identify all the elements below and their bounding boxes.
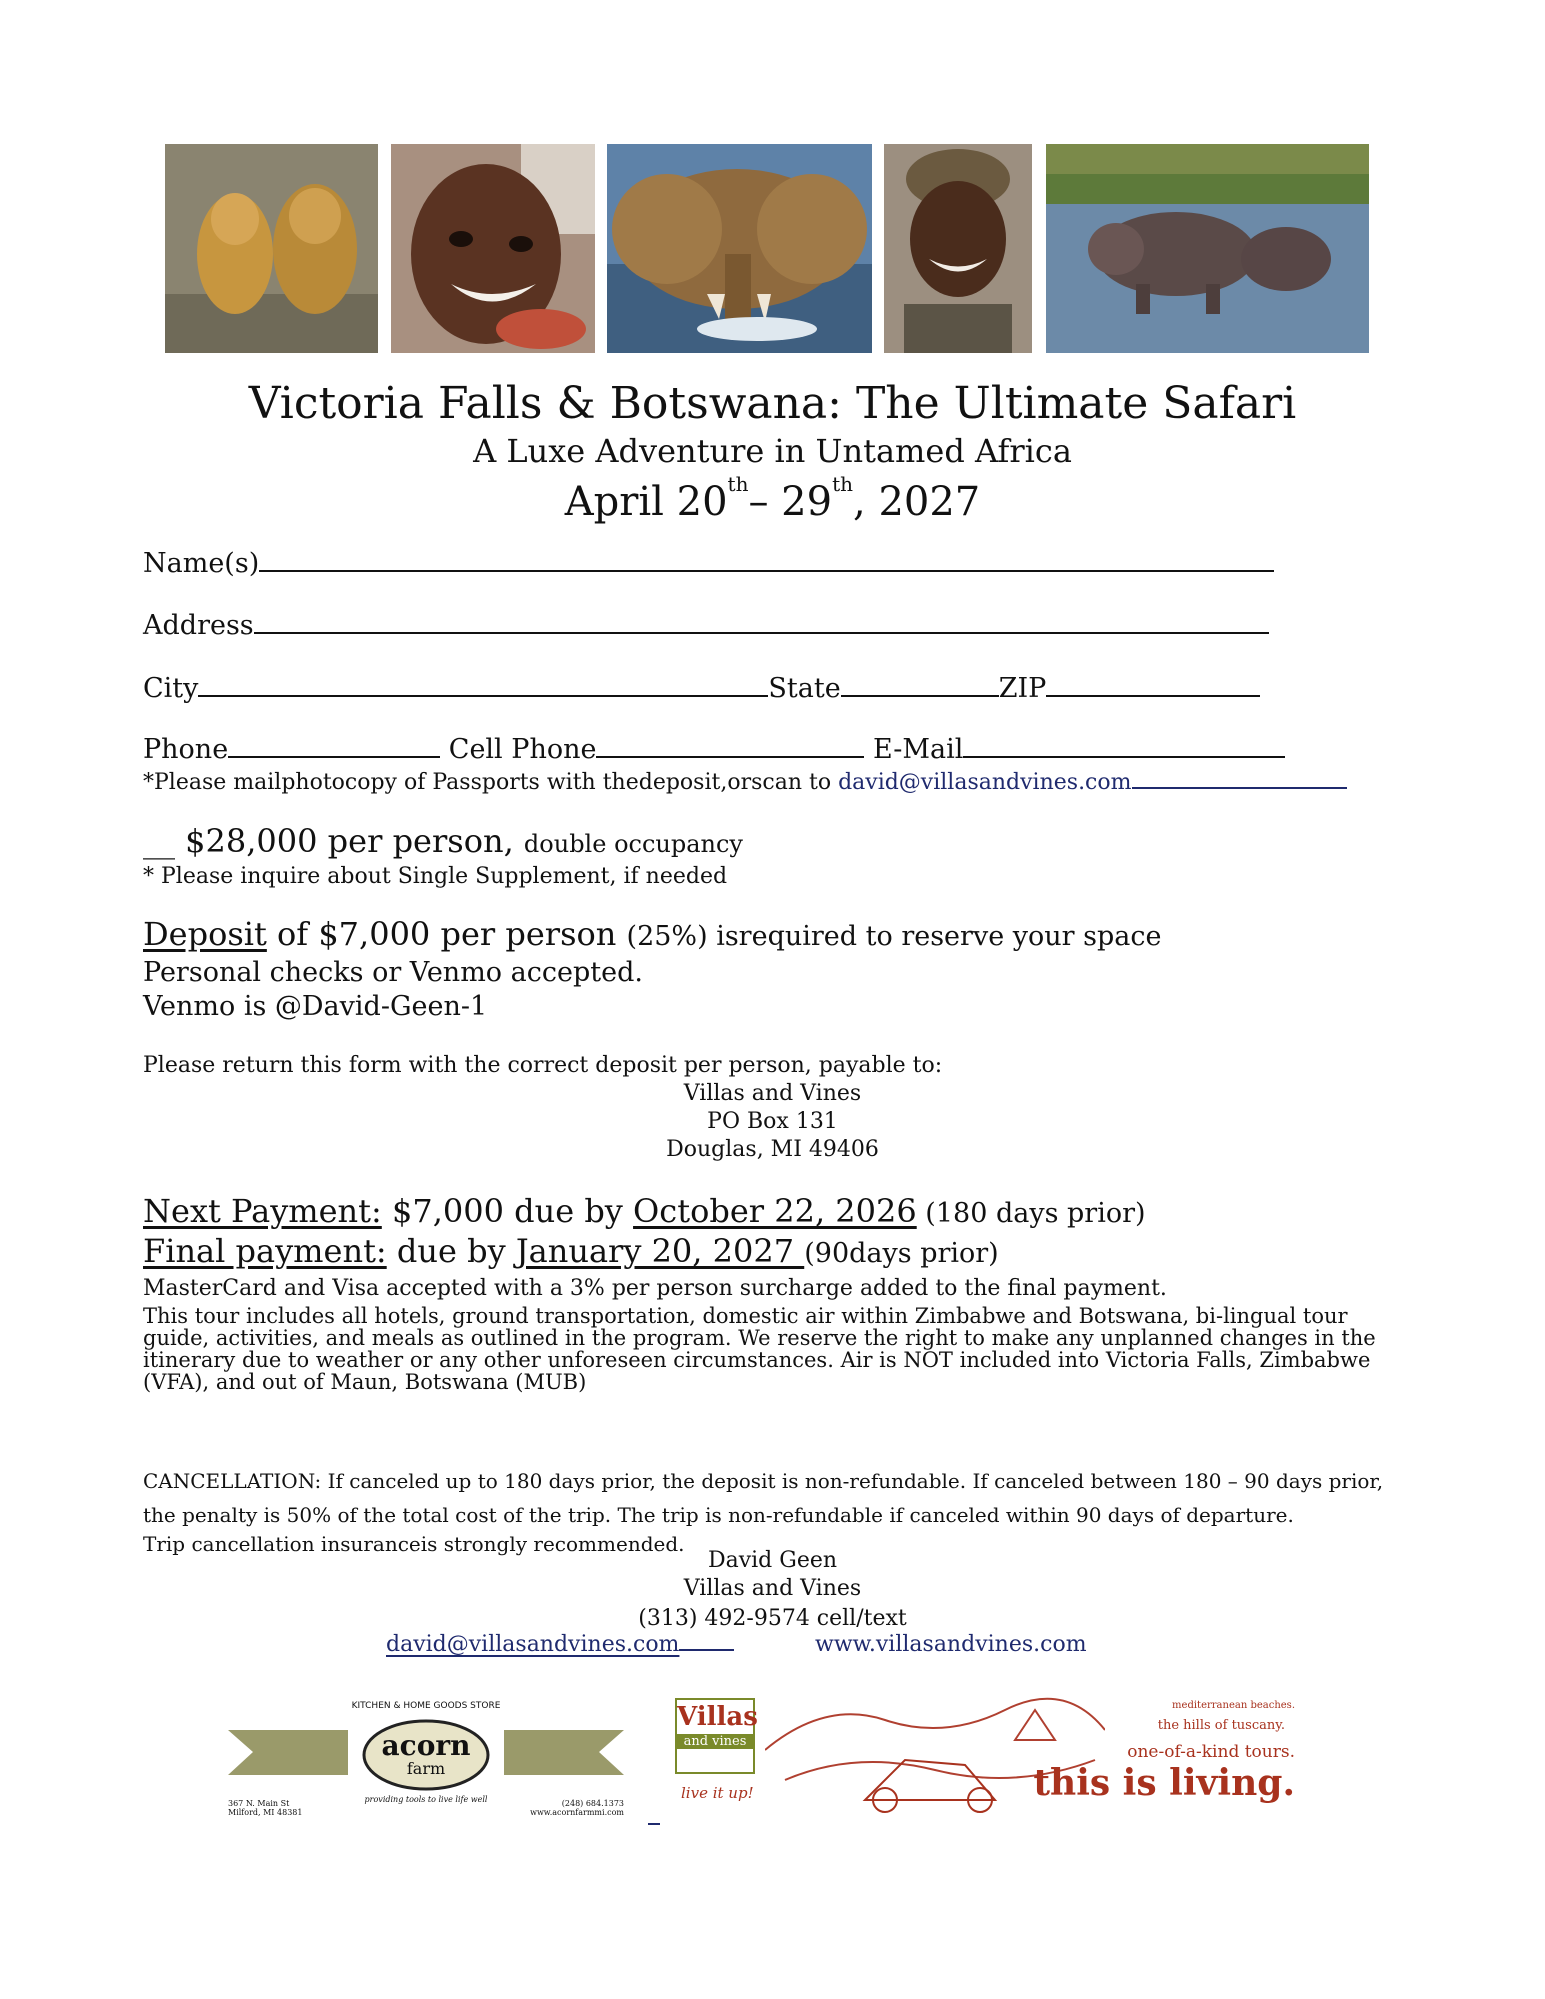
tour-includes: This tour includes all hotels, ground transportation, domestic air within Zimbabwe and Botswana, bi-lingual tour guide, activities, and meals as outlined in the program. We reserve the right to make any unplanned changes in the itinerary due to weather or any other unforeseen circumstances. Air is NOT included into Victoria Falls, Zimbabwe (VFA), and out of Maun, Botswana (MUB) <box>143 1304 1376 1394</box>
payee-name: Villas and Vines <box>683 1081 862 1106</box>
final-payment-label: Final payment: <box>143 1232 387 1270</box>
single-supplement-note: * Please inquire about Single Supplement, if needed <box>143 864 728 889</box>
zip-input[interactable] <box>1046 673 1260 697</box>
return-instruction: Please return this form with the correct deposit per person, payable to: <box>143 1053 943 1078</box>
payee-city: Douglas, MI 49406 <box>666 1137 879 1162</box>
name-field <box>143 548 1274 579</box>
city-label: City <box>143 673 199 704</box>
name-input[interactable] <box>259 548 1274 572</box>
villas-tag-2: the hills of tuscany. <box>1157 1718 1285 1733</box>
address-field <box>143 610 1269 641</box>
acorn-name: acorn <box>381 1729 471 1762</box>
zip-label: ZIP <box>998 673 1047 704</box>
acorn-farm: farm <box>406 1759 446 1778</box>
page-subtitle: A Luxe Adventure in Untamed Africa <box>473 432 1072 470</box>
contact-email-underline <box>679 1635 734 1651</box>
page-title: Victoria Falls & Botswana: The Ultimate Safari <box>248 378 1297 429</box>
passport-underline <box>1132 773 1347 789</box>
deposit-line: Deposit of $7,000 per person (25%) isrequired to reserve your space <box>143 915 1162 953</box>
villas-and-vines-logo <box>675 1690 1325 1815</box>
state-input[interactable] <box>841 673 999 697</box>
payment-methods: Personal checks or Venmo accepted. <box>143 957 643 988</box>
next-payment-label: Next Payment: <box>143 1192 382 1230</box>
contact-name: David Geen <box>707 1548 838 1573</box>
villas-badge: Villas and vines <box>675 1698 755 1774</box>
city-state-zip-row <box>143 673 1260 704</box>
final-payment-line: Final payment: due by January 20, 2027 (90days prior) <box>143 1232 999 1270</box>
address-label: Address <box>143 610 254 641</box>
deposit-label: Deposit <box>143 915 267 953</box>
acorn-address: 367 N. Main St Milford, MI 48381 <box>228 1799 303 1817</box>
phone-email-row <box>143 734 1285 765</box>
cancellation-line-1: CANCELLATION: If canceled up to 180 days prior, the deposit is non-refundable. If canceled between 180 – 90 days prior, <box>143 1469 1384 1493</box>
email-label: E-Mail <box>873 734 964 765</box>
hippos-photo <box>1046 144 1369 353</box>
website-link[interactable]: www.villasandvines.com <box>815 1632 1087 1657</box>
occupancy: double occupancy <box>523 830 743 858</box>
phone-label: Phone <box>143 734 229 765</box>
trip-dates: April 20th– 29th, 2027 <box>564 472 981 525</box>
cancellation-line-3: Trip cancellation insuranceis strongly recommended. <box>143 1532 685 1556</box>
card-surcharge-note: MasterCard and Visa accepted with a 3% per person surcharge added to the final payment. <box>143 1276 1167 1301</box>
passport-note: *Please mailphotocopy of Passports with thedeposit,orscan to david@villasandvines.com <box>143 770 1347 795</box>
phone-input[interactable] <box>228 734 440 758</box>
villas-tag-1: mediterranean beaches. <box>1172 1700 1295 1711</box>
email-input[interactable] <box>963 734 1285 758</box>
contact-email-wrap <box>386 1632 734 1657</box>
contact-phone: (313) 492-9574 cell/text <box>638 1606 907 1631</box>
child-photo <box>391 144 595 353</box>
payee-pobox: PO Box 131 <box>707 1109 838 1134</box>
price-line <box>143 822 743 860</box>
passport-email-link[interactable]: david@villasandvines.com <box>838 770 1132 795</box>
contact-company: Villas and Vines <box>683 1576 862 1601</box>
elephant-photo <box>607 144 872 353</box>
villas-slogan: live it up! <box>681 1784 754 1802</box>
man-photo <box>884 144 1032 353</box>
next-payment-line: Next Payment: $7,000 due by October 22, 2026 (180 days prior) <box>143 1192 1146 1230</box>
price-checkbox-blank[interactable]: __ <box>143 822 175 860</box>
acorn-contact: (248) 684.1373 www.acornfarmmi.com <box>530 1799 624 1817</box>
cancellation-line-2: the penalty is 50% of the total cost of the trip. The trip is non-refundable if canceled within 90 days of departure. <box>143 1503 1294 1527</box>
city-input[interactable] <box>198 673 768 697</box>
villas-tag-4: this is living. <box>1033 1762 1295 1804</box>
acorn-arc-text: KITCHEN & HOME GOODS STORE <box>351 1701 501 1711</box>
acorn-farm-logo <box>228 1695 624 1827</box>
stray-underline <box>648 1823 660 1825</box>
villas-tag-3: one-of-a-kind tours. <box>1127 1742 1295 1762</box>
name-label: Name(s) <box>143 548 260 579</box>
next-payment-date: October 22, 2026 <box>633 1192 917 1230</box>
venmo-handle: Venmo is @David-Geen-1 <box>143 991 488 1022</box>
contact-email-link[interactable]: david@villasandvines.com <box>386 1632 680 1657</box>
cell-phone-label: Cell Phone <box>448 734 597 765</box>
state-label: State <box>768 673 841 704</box>
acorn-tagline: providing tools to live life well <box>364 1795 488 1804</box>
address-input[interactable] <box>254 610 1269 634</box>
lions-photo <box>165 144 378 353</box>
cell-phone-input[interactable] <box>596 734 864 758</box>
final-payment-date: January 20, 2027 <box>515 1232 805 1270</box>
price-amount: $28,000 per person, <box>185 822 514 860</box>
